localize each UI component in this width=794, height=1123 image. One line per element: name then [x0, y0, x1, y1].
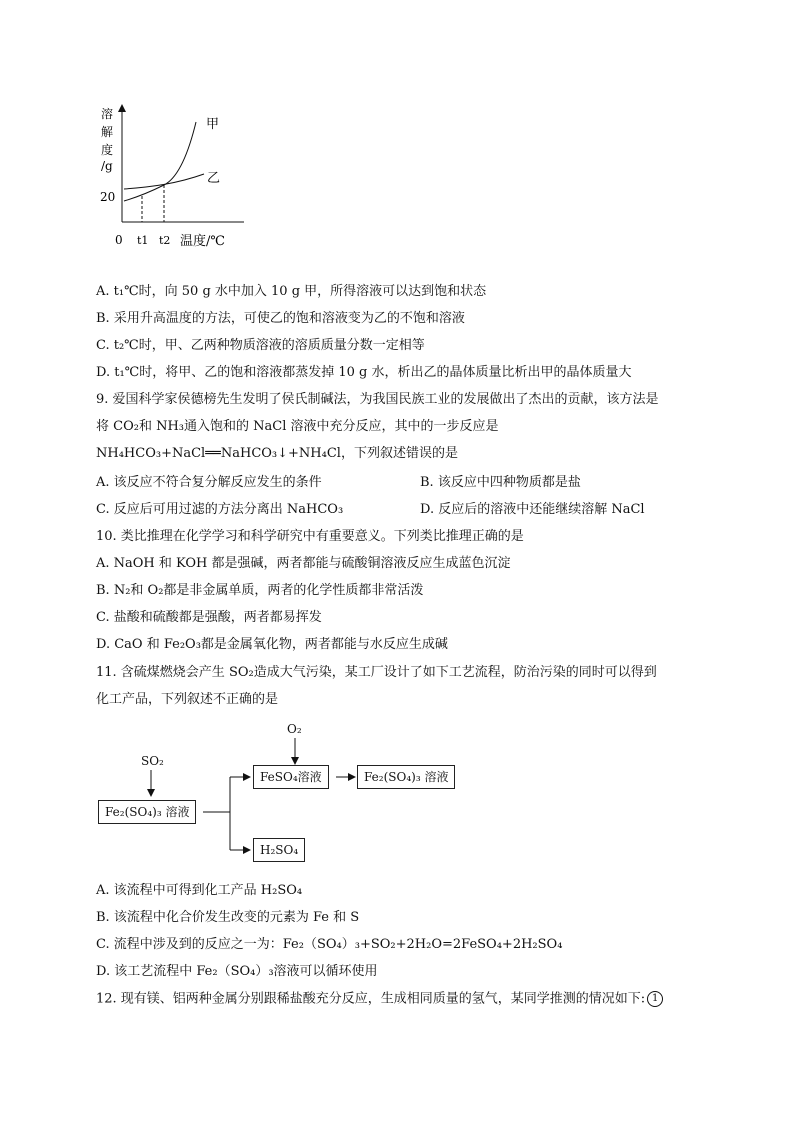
end-box: Fe₂(SO₄)₃ 溶液	[357, 765, 455, 789]
ylabel-3: 度	[101, 143, 114, 157]
q10-option-a: A. NaOH 和 KOH 都是强碱，两者都能与硫酸铜溶液反应生成蓝色沉淀	[96, 556, 511, 571]
so2-label: SO₂	[141, 754, 164, 768]
q9-option-a: A. 该反应不符合复分解反应发生的条件	[96, 475, 322, 490]
q10-stem: 10. 类比推理在化学学习和科学研究中有重要意义。下列类比推理正确的是	[96, 529, 524, 544]
q9-stem-3: NH₄HCO₃+NaCl══NaHCO₃↓+NH₄Cl，下列叙述错误的是	[96, 446, 458, 461]
start-box: Fe₂(SO₄)₃ 溶液	[98, 800, 196, 824]
circled-number: 1	[647, 991, 663, 1007]
ylabel-2: 解	[101, 125, 114, 139]
curve-a-label: 甲	[206, 117, 220, 132]
q8-option-d: D. t₁℃时，将甲、乙的饱和溶液都蒸发掉 10 g 水，析出乙的晶体质量比析出甲的晶体质量大	[96, 365, 632, 380]
q10-option-c: C. 盐酸和硫酸都是强酸，两者都易挥发	[96, 610, 322, 625]
q11-option-d: D. 该工艺流程中 Fe₂（SO₄）₃溶液可以循环使用	[96, 964, 378, 979]
o2-label: O₂	[287, 722, 302, 736]
q8-option-c: C. t₂℃时，甲、乙两种物质溶液的溶质质量分数一定相等	[96, 338, 425, 353]
q8-option-b: B. 采用升高温度的方法，可使乙的饱和溶液变为乙的不饱和溶液	[96, 311, 465, 326]
curve-b-label: 乙	[207, 171, 221, 186]
q9-option-d: D. 反应后的溶液中还能继续溶解 NaCl	[420, 502, 645, 517]
q11-option-c: C. 流程中涉及到的反应之一为：Fe₂（SO₄）₃+SO₂+2H₂O=2FeSO₄+2H₂SO₄	[96, 937, 563, 952]
origin-label: 0	[115, 233, 123, 247]
h2so4-box: H₂SO₄	[253, 838, 305, 862]
x-tick-t2: t2	[159, 234, 171, 247]
q10-option-b: B. N₂和 O₂都是非金属单质，两者的化学性质都非常活泼	[96, 583, 424, 598]
y-tick-20: 20	[100, 190, 116, 204]
q11-stem-1: 11. 含硫煤燃烧会产生 SO₂造成大气污染，某工厂设计了如下工艺流程，防治污染的同时可以得到	[96, 665, 657, 680]
q11-option-b: B. 该流程中化合价发生改变的元素为 Fe 和 S	[96, 910, 360, 925]
q12-stem	[96, 991, 663, 1008]
x-tick-t1: t1	[137, 234, 149, 247]
ylabel-1: 溶	[101, 107, 114, 121]
q12-stem-text: 12. 现有镁、铝两种金属分别跟稀盐酸充分反应，生成相同质量的氢气，某同学推测的情况如下:	[96, 991, 646, 1007]
q8-option-a: A. t₁℃时，向 50 g 水中加入 10 g 甲，所得溶液可以达到饱和状态	[96, 284, 487, 299]
ylabel-4: /g	[101, 159, 113, 173]
q11-stem-2: 化工产品，下列叙述不正确的是	[96, 692, 279, 707]
q11-option-a: A. 该流程中可得到化工产品 H₂SO₄	[96, 883, 303, 898]
feso4-box: FeSO₄溶液	[253, 765, 329, 789]
q9-stem-1: 9. 爱国科学家侯德榜先生发明了侯氏制碱法，为我国民族工业的发展做出了杰出的贡献，该方法是	[96, 392, 659, 407]
q10-option-d: D. CaO 和 Fe₂O₃都是金属氧化物，两者都能与水反应生成碱	[96, 637, 448, 652]
q9-stem-2: 将 CO₂和 NH₃通入饱和的 NaCl 溶液中充分反应，其中的一步反应是	[96, 419, 499, 434]
x-axis-label: 温度/℃	[180, 234, 225, 249]
q9-option-c: C. 反应后可用过滤的方法分离出 NaHCO₃	[96, 502, 344, 517]
q9-option-b: B. 该反应中四种物质都是盐	[420, 475, 581, 490]
